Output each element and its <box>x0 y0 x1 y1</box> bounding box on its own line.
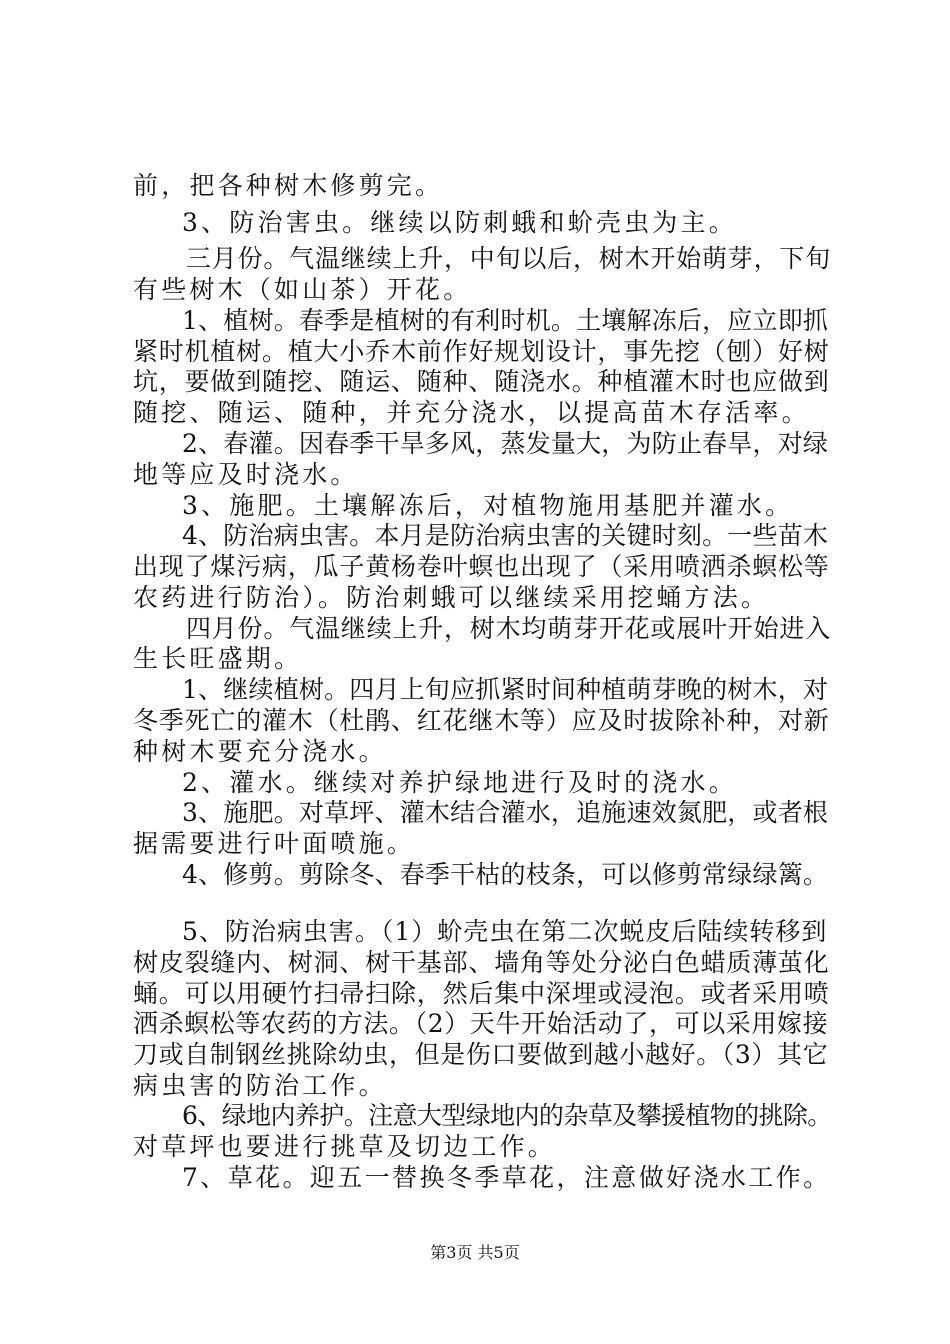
text-line-22: 据需要进行叶面喷施。 <box>133 829 416 858</box>
text-line-4: 有些树木（如山茶）开花。 <box>133 275 472 304</box>
text-line-1: 前，把各种树木修剪完。 <box>133 171 444 200</box>
text-line-18: 冬季死亡的灌木（杜鹃、红花继木等）应及时拔除补种，对新 <box>133 706 830 735</box>
text-line-13: 出现了煤污病，瓜子黄杨卷叶螟也出现了（采用喷洒杀螟松等 <box>133 552 830 581</box>
text-line-9: 2、春灌。因春季干旱多风，蒸发量大，为防止春旱，对绿 <box>182 429 829 458</box>
text-line-14: 农药进行防治）。防治刺蛾可以继续采用挖蛹方法。 <box>133 583 770 612</box>
text-line-27: 洒杀螟松等农药的方法。（2）天牛开始活动了，可以采用嫁接 <box>133 1009 829 1038</box>
text-line-8: 随挖、随运、随种，并充分浇水，以提高苗木存活率。 <box>133 398 810 427</box>
text-line-17: 1、继续植树。四月上旬应抓紧时间种植萌芽晚的树木，对 <box>182 675 829 704</box>
text-line-19: 种树木要充分浇水。 <box>133 737 387 766</box>
text-line-32: 7、草花。迎五一替换冬季草花，注意做好浇水工作。 <box>182 1163 831 1192</box>
text-line-31: 对草坪也要进行挑草及切边工作。 <box>133 1132 557 1161</box>
text-line-23: 4、修剪。剪除冬、春季干枯的枝条，可以修剪常绿绿篱。 <box>182 860 829 889</box>
text-line-21: 3、施肥。对草坪、灌木结合灌水，追施速效氮肥，或者根 <box>182 798 829 827</box>
page-number-footer: 第3页 共5页 <box>430 1243 520 1262</box>
text-line-11: 3、施肥。土壤解冻后，对植物施用基肥并灌水。 <box>182 491 794 520</box>
text-line-25: 树皮裂缝内、树洞、树干基部、墙角等处分泌白色蜡质薄茧化 <box>133 948 830 977</box>
text-line-3: 三月份。气温继续上升，中旬以后，树木开始萌芽，下旬 <box>186 244 832 273</box>
text-line-15: 四月份。气温继续上升，树木均萌芽开花或展叶开始进入 <box>186 614 832 643</box>
text-line-6: 紧时机植树。植大小乔木前作好规划设计，事先挖（刨）好树 <box>133 337 830 366</box>
text-line-2: 3、防治害虫。继续以防刺蛾和蚧壳虫为主。 <box>182 208 737 237</box>
text-line-20: 2、灌水。继续对养护绿地进行及时的浇水。 <box>182 768 737 797</box>
text-line-29: 病虫害的防治工作。 <box>133 1071 387 1100</box>
text-line-7: 坑，要做到随挖、随运、随种、随浇水。种植灌木时也应做到 <box>133 367 830 396</box>
text-line-10: 地等应及时浇水。 <box>133 460 359 489</box>
text-line-30: 6、绿地内养护。注意大型绿地内的杂草及攀援植物的挑除。 <box>182 1101 832 1130</box>
text-line-16: 生长旺盛期。 <box>133 644 303 673</box>
text-line-24: 5、防治病虫害。（1）蚧壳虫在第二次蜕皮后陆续转移到 <box>182 917 828 946</box>
text-line-12: 4、防治病虫害。本月是防治病虫害的关键时刻。一些苗木 <box>182 521 829 550</box>
text-line-5: 1、植树。春季是植树的有利时机。土壤解冻后，应立即抓 <box>182 306 829 335</box>
text-line-26: 蛹。可以用硬竹扫帚扫除，然后集中深埋或浸泡。或者采用喷 <box>133 979 830 1008</box>
text-line-28: 刀或自制钢丝挑除幼虫，但是伤口要做到越小越好。（3）其它 <box>133 1040 829 1069</box>
